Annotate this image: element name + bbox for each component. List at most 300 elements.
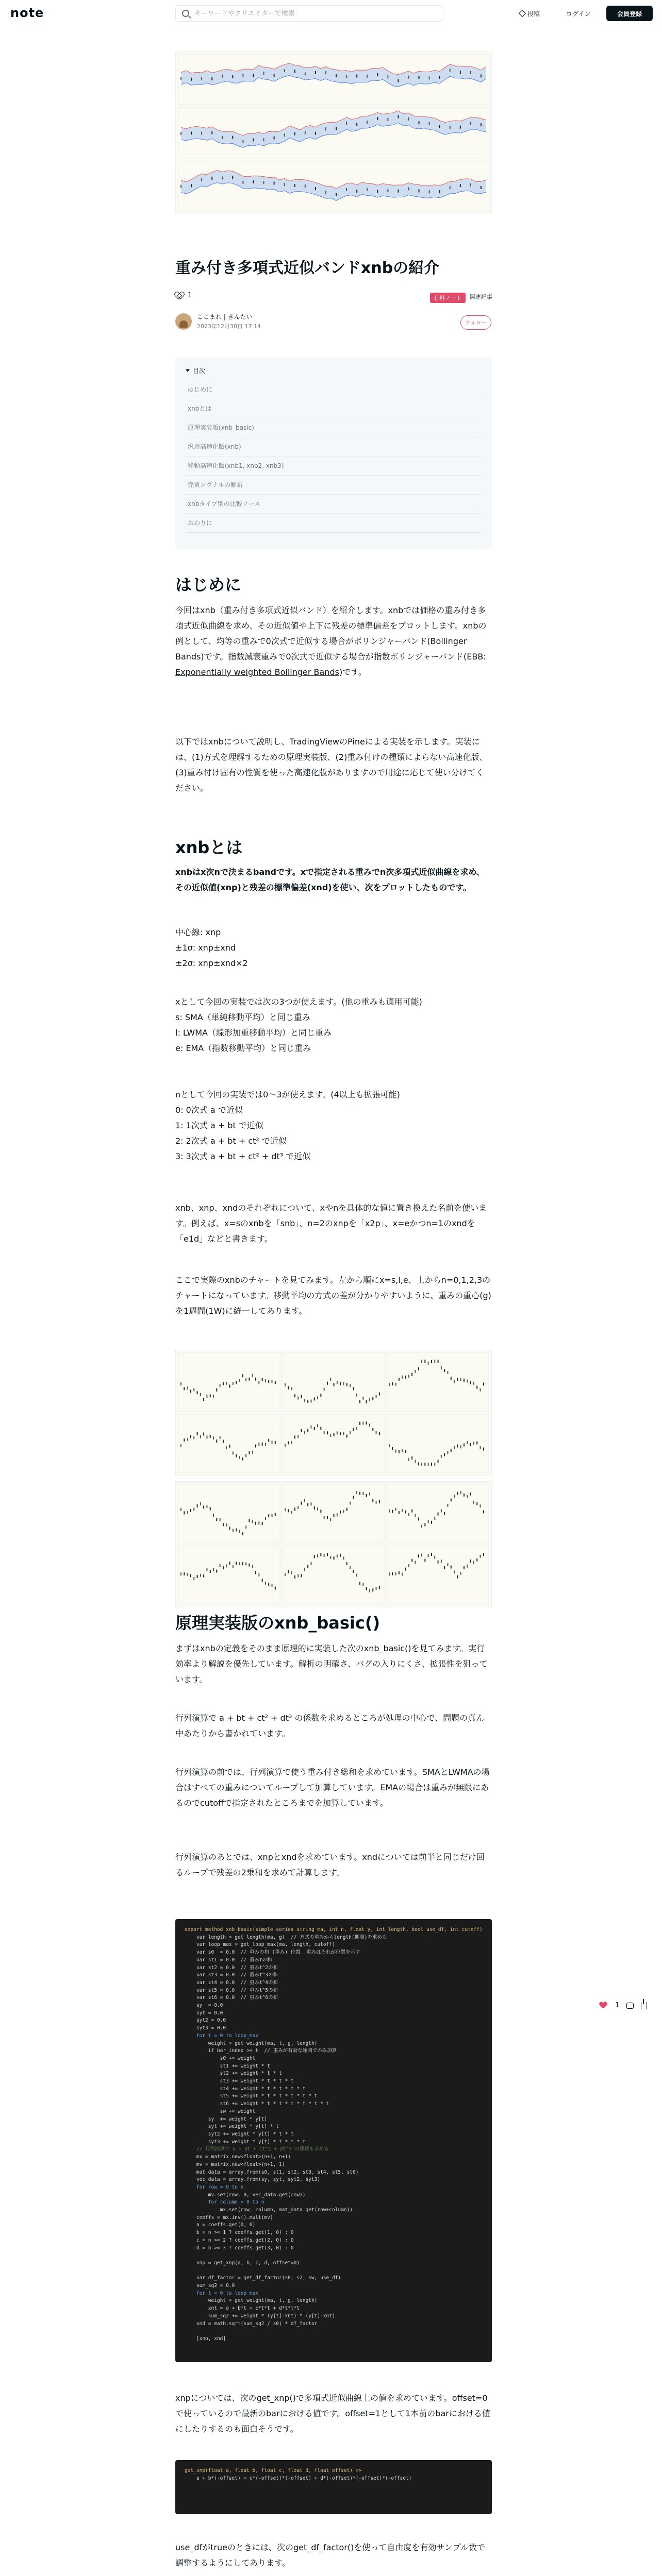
- candle: [324, 1388, 325, 1391]
- candle: [353, 1496, 354, 1499]
- candle: [258, 1381, 259, 1384]
- candle: [294, 184, 295, 187]
- candle: [191, 184, 192, 187]
- code-line: var length = get_length(ma, g) // 方式の重みからlength(期間)を求める: [185, 1934, 387, 1940]
- candle: [193, 1508, 194, 1511]
- basic-paragraph-2: 行列演算で a + bt + ct² + dt³ の係数を求めるところが処理の中心で、問題の真ん中あたりから書かれています。: [175, 1713, 485, 1738]
- candle: [340, 1432, 341, 1435]
- candle: [191, 132, 192, 135]
- candle: [305, 184, 306, 188]
- candle: [481, 186, 482, 189]
- paid-badge: 有料ノート: [430, 293, 466, 303]
- xnb-bold-text: xnbはx次nで決まるbandです。xで指定される重みでn次多項式近似曲線を求め、その近似値(xnp)と残差の標準偏差(xnd)を使い、次をプロットしたものです。: [175, 867, 485, 892]
- candle: [193, 1577, 194, 1580]
- candle: [330, 1378, 331, 1381]
- chart-panel: [178, 1484, 280, 1543]
- candle: [470, 1560, 471, 1563]
- like-heart-icon[interactable]: [600, 2002, 607, 2009]
- candle: [392, 1510, 393, 1513]
- candle: [233, 1382, 234, 1385]
- candle: [362, 1583, 363, 1586]
- chart-panel: [386, 1414, 488, 1473]
- toc-item[interactable]: 原理実装版(xnb_basic): [186, 418, 482, 437]
- candle: [253, 74, 254, 77]
- candle: [184, 1572, 185, 1575]
- comment-icon[interactable]: [626, 2003, 634, 2009]
- follow-button[interactable]: フォロー: [460, 315, 491, 330]
- candle: [379, 1393, 380, 1396]
- code-line: mat_data = array.from(s0, st1, st2, st3, st4, st5, st6): [185, 2169, 359, 2175]
- candle: [369, 1423, 370, 1427]
- candle: [275, 1441, 276, 1444]
- related-link[interactable]: 関連記事: [469, 294, 492, 300]
- candle: [320, 1553, 321, 1556]
- candle: [233, 1529, 234, 1532]
- candle: [402, 1509, 403, 1512]
- candle: [190, 1389, 191, 1393]
- candle: [203, 1505, 204, 1509]
- candle: [434, 1463, 435, 1466]
- candle: [350, 1384, 351, 1387]
- candle: [301, 1429, 302, 1432]
- candle: [325, 191, 326, 194]
- code-line: sy = 0.0: [185, 2003, 223, 2009]
- candle: [288, 1570, 289, 1573]
- candle: [431, 1463, 432, 1466]
- toc-item[interactable]: 売買シグナルの解析: [186, 476, 482, 495]
- candle: [203, 1398, 204, 1401]
- candle: [399, 1450, 400, 1453]
- candle: [320, 1427, 321, 1430]
- candle: [451, 1566, 452, 1569]
- candle: [294, 70, 295, 73]
- candle: [476, 1558, 477, 1562]
- candle: [220, 1564, 221, 1567]
- candle: [340, 1511, 341, 1514]
- candle: [294, 1394, 295, 1397]
- candle: [418, 1462, 419, 1465]
- candle: [481, 74, 482, 77]
- note-logo[interactable]: note: [10, 6, 44, 20]
- candle: [216, 1518, 217, 1521]
- candle: [359, 1582, 360, 1585]
- code-line: [185, 2252, 483, 2260]
- candle: [346, 1435, 347, 1438]
- candle: [369, 1589, 370, 1592]
- author-name[interactable]: ここまれ | きんたい: [197, 313, 253, 320]
- candle: [200, 1502, 201, 1505]
- toc-item[interactable]: 移動高速化版(xnb1, xnb2, xnb3): [186, 456, 482, 476]
- candle: [405, 1376, 406, 1379]
- candle: [411, 1510, 412, 1513]
- candle: [411, 1456, 412, 1460]
- ebb-link[interactable]: Exponentially weighted Bollinger Bands: [175, 667, 339, 677]
- candle: [210, 1435, 211, 1438]
- code-line: get_xnp(float a, float b, float c, float d, float offset) =>: [185, 2468, 362, 2473]
- candle: [419, 121, 420, 124]
- candle: [398, 79, 399, 82]
- candle: [408, 188, 409, 191]
- candle: [284, 183, 285, 186]
- candle: [187, 1438, 188, 1441]
- candle: [222, 176, 223, 179]
- x-weights: [175, 994, 492, 1056]
- candle: [372, 1397, 373, 1400]
- candle: [265, 1443, 266, 1446]
- candle: [483, 1382, 484, 1385]
- candle: [419, 189, 420, 192]
- search-box[interactable]: [175, 5, 443, 22]
- code-line: st3 += weight * t * t * t: [185, 2078, 294, 2084]
- article-tags: [430, 293, 492, 303]
- candle: [460, 1378, 461, 1381]
- code-line: // 行列演算で a + bt + ct^2 + dt^3 の係数を求める: [185, 2146, 329, 2153]
- code-line: syt3 += weight * y[t] * t * t * t: [185, 2139, 306, 2145]
- candle: [275, 1513, 276, 1516]
- avatar[interactable]: [175, 313, 192, 330]
- basic-paragraph-4: 行列演算のあとでは、xnpとxndを求めています。xndについては前半と同じだけ回るループで残差の2乗和を求めて計算します。: [175, 1852, 485, 1877]
- toc-item[interactable]: 汎用高速化版(xnb): [186, 437, 482, 456]
- candle: [285, 1383, 286, 1386]
- candle: [301, 1502, 302, 1505]
- candle: [408, 1458, 409, 1461]
- candle: [392, 1572, 393, 1575]
- code-line: syt2 += weight * y[t] * t * t: [185, 2131, 294, 2137]
- candle: [356, 1427, 357, 1430]
- candle: [346, 1508, 347, 1511]
- intro-text-a: 今回はxnb（重み付き多項式近似バンド）を紹介します。xnbでは価格の重み付き多項式近似曲線を求め、その近似値や上下に残差の標準偏差をプロットします。xnbの例として、均等の重みで0次式で近似する場合がボリンジャーバンド(Bollinger Bands)です。指数減衰重みで0次式で近似する場合が指数ボリンジャーバンド(EBB:: [175, 605, 487, 662]
- candle: [464, 1379, 465, 1382]
- candle: [483, 1448, 484, 1451]
- share-icon[interactable]: [641, 2002, 647, 2009]
- code-line: sum_sq2 += weight * (y[t]-xnt) * (y[t]-xnt): [185, 2313, 335, 2319]
- candle: [337, 1431, 338, 1434]
- candle: [450, 69, 451, 72]
- candle: [395, 1383, 396, 1386]
- author-info: [175, 312, 492, 330]
- candle: [359, 1422, 360, 1425]
- candle: [377, 117, 378, 120]
- candle: [441, 1560, 442, 1563]
- x-intro: xとして今回の実装では次の3つが使えます。(他の重みも適用可能): [175, 997, 422, 1007]
- code-block-xnb-basic[interactable]: [175, 1919, 492, 2362]
- candle: [473, 1561, 474, 1564]
- candle: [193, 1436, 194, 1439]
- candle: [262, 1378, 263, 1381]
- candle: [213, 1436, 214, 1439]
- candle: [294, 1507, 295, 1511]
- toc-item[interactable]: xnbとは: [186, 399, 482, 418]
- candle: [265, 1582, 266, 1585]
- candle: [222, 136, 223, 139]
- candle: [232, 75, 233, 78]
- candle: [408, 117, 409, 121]
- n-orders: [175, 1087, 492, 1164]
- candle: [213, 1568, 214, 1571]
- code-line: xnd = math.sqrt(sum_sq2 / s0) * df_factor: [185, 2320, 318, 2327]
- candle: [350, 1431, 351, 1434]
- candle: [415, 1561, 416, 1564]
- candle: [223, 1566, 224, 1569]
- candle: [398, 115, 399, 118]
- list-item: 1: 1次式 a + bt で近似: [175, 1121, 263, 1130]
- candle: [184, 1438, 185, 1442]
- candle: [307, 1400, 308, 1403]
- candle: [200, 1393, 201, 1396]
- candle: [372, 1588, 373, 1591]
- signup-button[interactable]: 会員登録: [606, 6, 653, 21]
- toc-item[interactable]: xnbタイプ別の比較ソース: [186, 495, 482, 514]
- candle: [336, 193, 337, 196]
- candle: [268, 1514, 269, 1517]
- code-line: var st4 = 0.0 // 重みt^4の和: [185, 1979, 278, 1986]
- candle: [229, 1562, 230, 1565]
- candle: [184, 1387, 185, 1390]
- toc-item[interactable]: おわりに: [186, 514, 482, 533]
- login-button[interactable]: ログイン: [566, 10, 591, 18]
- candle: [317, 1554, 318, 1557]
- toc-item[interactable]: はじめに: [186, 380, 482, 399]
- candle: [211, 77, 212, 80]
- candle: [429, 122, 430, 125]
- candle: [190, 1435, 191, 1438]
- candle: [314, 1427, 315, 1430]
- candle: [369, 1493, 370, 1496]
- candle: [297, 1506, 299, 1509]
- side-like-count: 1: [615, 2002, 620, 2009]
- candle: [336, 74, 337, 77]
- candle: [211, 177, 212, 180]
- candle: [304, 1399, 305, 1402]
- code-block-get-xnp[interactable]: [175, 2460, 492, 2514]
- candle: [242, 1532, 243, 1535]
- candle: [262, 1579, 263, 1582]
- candle: [220, 1518, 221, 1521]
- xnb-band-list: [175, 925, 492, 971]
- candle: [408, 1375, 409, 1378]
- candle: [272, 1440, 273, 1444]
- candle: [310, 1400, 311, 1403]
- naming-paragraph: xnb、xnp、xndのそれぞれについて、xやnを具体的な値に置き換えた名前を使います。例えば、x=sのxnbを「snb」、n=2のxnpを「x2p」、x=eかつn=1のxndを「e1d」などと書きます。: [175, 1203, 487, 1244]
- candle: [262, 1522, 263, 1525]
- candle: [457, 1575, 458, 1579]
- candle: [220, 1384, 221, 1387]
- candle: [424, 1523, 425, 1527]
- hero-chart-graphic: [176, 52, 491, 214]
- candle: [206, 1435, 207, 1438]
- code-line: if bar_index >= t // 重みが有効な範囲でのみ加算: [185, 2048, 337, 2054]
- candle: [424, 1559, 425, 1562]
- candle: [304, 1499, 305, 1502]
- candle: [366, 1400, 367, 1403]
- code-line: var s0 = 0.0 // 重みの和 (重み) 位置 重みはそれが位置を示す: [185, 1950, 360, 1956]
- candle: [377, 73, 378, 76]
- candle: [346, 1383, 347, 1386]
- hero-image: [175, 52, 492, 214]
- candle: [399, 1378, 400, 1381]
- candle: [334, 1514, 335, 1517]
- candle: [356, 75, 357, 78]
- candle: [415, 1514, 416, 1517]
- candle: [402, 1376, 403, 1379]
- toc-toggle[interactable]: [186, 366, 482, 375]
- chart-panel: [386, 1484, 488, 1543]
- candle: [223, 1440, 224, 1443]
- candle: [429, 190, 430, 193]
- candle: [379, 1500, 380, 1503]
- candle: [340, 1382, 341, 1385]
- candle: [334, 1433, 335, 1436]
- candle: [431, 1553, 432, 1556]
- candle: [389, 1444, 390, 1447]
- section-heading-basic: 原理実装版のxnb_basic(): [175, 1613, 380, 1633]
- candle: [411, 1373, 412, 1376]
- candle: [421, 1524, 422, 1528]
- code-line: xnt = a + b*t + c*t*t + d*t*t*t: [185, 2306, 300, 2312]
- candle: [304, 1431, 305, 1434]
- candle: [470, 183, 471, 187]
- candle: [480, 1504, 481, 1507]
- candle: [450, 126, 451, 129]
- candle: [337, 1554, 338, 1557]
- candle: [223, 1382, 224, 1385]
- candle: [262, 1443, 263, 1446]
- candle: [197, 1504, 198, 1507]
- candle: [200, 1435, 201, 1438]
- candle: [229, 1384, 230, 1387]
- candle: [180, 1572, 181, 1575]
- heart-icon[interactable]: [175, 292, 183, 299]
- candle: [274, 181, 275, 184]
- candle: [301, 1574, 302, 1577]
- candle: [402, 1449, 403, 1452]
- candle: [336, 127, 337, 130]
- candle: [457, 1492, 458, 1495]
- candle: [367, 75, 368, 78]
- candle: [285, 1444, 286, 1447]
- code-line: b = n >= 1 ? coeffs.get(1, 0) : 0: [185, 2230, 294, 2236]
- candle: [457, 1378, 458, 1381]
- candle: [457, 1445, 458, 1448]
- candle: [389, 1510, 390, 1513]
- code-line: syt2 = 0.0: [185, 2018, 226, 2024]
- candle: [252, 1451, 253, 1454]
- candle: [206, 1568, 207, 1571]
- candle: [464, 1566, 465, 1569]
- candle: [470, 122, 471, 125]
- chart-grid-image-1: [175, 1350, 492, 1476]
- chart-grid-image-2: [175, 1481, 492, 1607]
- candle: [483, 1510, 484, 1513]
- candle: [294, 132, 295, 135]
- candle: [467, 1380, 468, 1383]
- candle: [242, 181, 243, 184]
- candle: [220, 1436, 221, 1439]
- candle: [275, 1381, 276, 1384]
- candle: [242, 74, 243, 77]
- basic-paragraph-3: 行列演算の前では、行列演算で使う重み付き総和を求めています。SMAとLWMAの場合はすべての重みについてループして加算しています。EMAの場合は重みが無限にあるのでcutoffで指定されたところまでを加算しています。: [175, 1767, 490, 1808]
- post-button[interactable]: [520, 6, 540, 21]
- candle: [330, 1518, 331, 1521]
- candle: [245, 1454, 246, 1457]
- side-actions: [600, 2002, 647, 2009]
- candle: [379, 1586, 380, 1589]
- candle: [460, 1445, 461, 1448]
- publish-date: 2023年12月30日 17:14: [197, 323, 261, 330]
- candle: [428, 1554, 429, 1557]
- candle: [255, 1445, 256, 1448]
- code-line: vec_data = array.from(sy, syt, syt2, syt3): [185, 2177, 321, 2183]
- candle: [284, 133, 285, 137]
- code-line: var st5 = 0.0 // 重みt^5の和: [185, 1987, 278, 1993]
- code-line: xnp = get_xnp(a, b, c, d, offset=0): [185, 2260, 300, 2266]
- candle: [310, 1426, 311, 1429]
- chart-panel: [178, 1352, 280, 1411]
- candle: [233, 1565, 234, 1568]
- candle: [454, 1446, 455, 1449]
- toc-heading: 目次: [193, 367, 206, 375]
- candle: [444, 1453, 445, 1456]
- code-line: for row = 0 to n: [185, 2184, 244, 2190]
- candle: [226, 1523, 227, 1527]
- candle: [213, 1514, 214, 1517]
- candle: [307, 1503, 308, 1506]
- candle: [464, 1444, 465, 1447]
- candle: [454, 1570, 455, 1573]
- candle: [481, 123, 482, 126]
- table-of-contents: [175, 358, 492, 549]
- intro-paragraph-1: [175, 603, 492, 680]
- chart-panel: [178, 1546, 280, 1604]
- candle: [356, 190, 357, 193]
- candle: [197, 1575, 198, 1578]
- candle: [408, 1513, 409, 1516]
- code-line: for t = 0 to loop_max: [185, 2032, 258, 2039]
- candle: [268, 1439, 269, 1442]
- candle: [447, 1504, 448, 1507]
- candle: [346, 188, 347, 191]
- candle: [464, 1494, 465, 1497]
- candle: [268, 1380, 269, 1383]
- candle: [428, 1520, 429, 1523]
- search-input[interactable]: [194, 10, 421, 18]
- candle: [239, 1530, 240, 1533]
- candle: [258, 1521, 259, 1524]
- candle: [249, 1519, 250, 1522]
- candle: [307, 1565, 308, 1568]
- candle: [213, 1395, 214, 1398]
- candle: [438, 1460, 439, 1463]
- intro-paragraph-2: 以下ではxnbについて説明し、TradingViewのPineによる実装を示します。実装には、(1)方式を理解するための原理実装版、(2)重み付けの種類によらない高速化版、(3)重み付け固有の性質を使った高速化版がありますので用途に応じて使い分けてください。: [175, 737, 488, 793]
- candle: [285, 1573, 286, 1576]
- list-item: l: LWMA（線形加重移動平均）と同じ重み: [175, 1028, 332, 1038]
- candle: [389, 1572, 390, 1575]
- candle: [223, 1523, 224, 1526]
- candle: [439, 76, 440, 79]
- code-line: for column = 0 to n: [185, 2199, 264, 2206]
- candle: [408, 1564, 409, 1567]
- xnb-definition: [175, 865, 492, 895]
- candle: [438, 1561, 439, 1564]
- candle: [245, 1378, 246, 1381]
- candle: [232, 176, 233, 179]
- candle: [467, 1441, 468, 1444]
- search-icon: [182, 10, 189, 17]
- getxnp-paragraph: xnpについては、次のget_xnp()で多項式近似曲線上の値を求めています。offset=0で使っているので最新のbarにおける値です。offset=1として1本前のbarにおける値にしたりするのも面白そうです。: [175, 2393, 490, 2434]
- candle: [239, 1456, 240, 1459]
- candle: [369, 1398, 370, 1401]
- candle: [444, 1512, 445, 1515]
